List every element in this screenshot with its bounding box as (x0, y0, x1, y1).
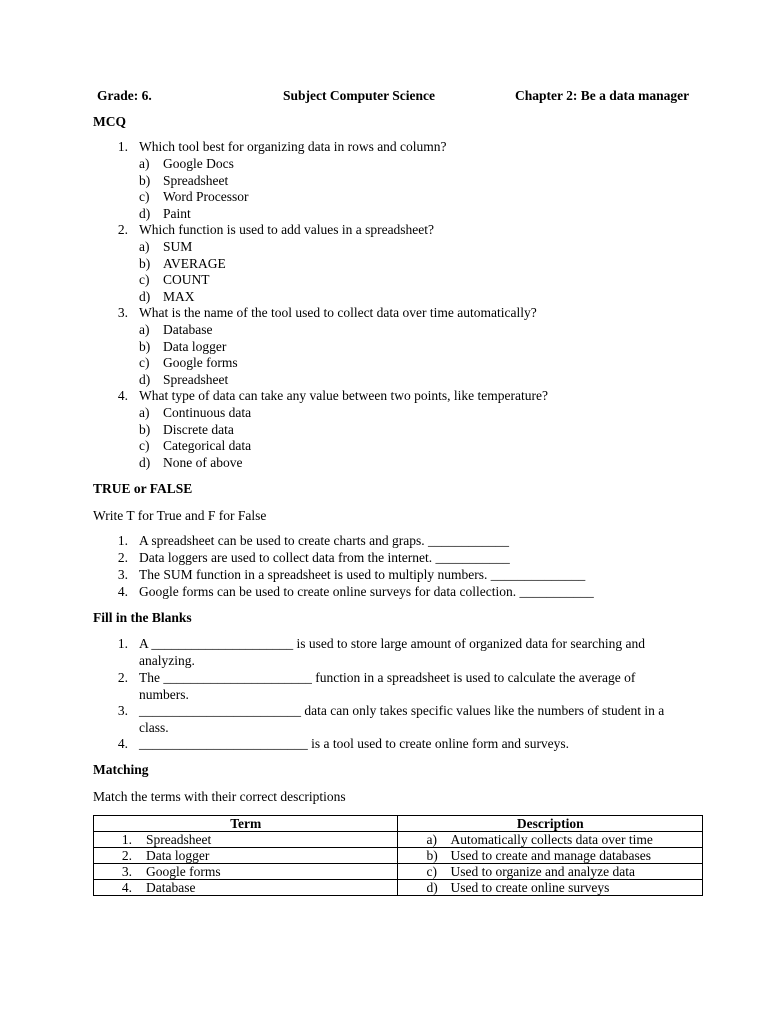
mcq-option (0, 289, 768, 306)
mcq-question (0, 139, 768, 156)
option-letter: b) (139, 338, 151, 354)
mcq-heading: MCQ (93, 114, 126, 129)
item-number: 1. (117, 533, 128, 548)
option-letter: d) (139, 205, 151, 221)
mcq-option (0, 256, 768, 273)
question-text: Which tool best for organizing data in rows and column? (139, 139, 447, 154)
matching-table (93, 815, 703, 896)
mcq-option (0, 239, 768, 256)
fill-blanks-heading: Fill in the Blanks (93, 610, 192, 625)
option-letter: a) (139, 156, 150, 171)
true-false-heading: TRUE or FALSE (93, 481, 193, 496)
description-text: Used to create online surveys (450, 880, 610, 895)
option-text: COUNT (163, 272, 210, 287)
option-text: None of above (163, 454, 243, 470)
term-number: 4. (121, 880, 132, 895)
item-text-line2: numbers. (139, 686, 189, 702)
item-text-line2: analyzing. (139, 653, 195, 668)
option-text: Paint (163, 205, 191, 221)
option-text: AVERAGE (163, 255, 226, 271)
option-letter: a) (139, 405, 150, 420)
item-text: A spreadsheet can be used to create charts and graps. ____________ (139, 533, 510, 548)
option-letter: b) (139, 255, 151, 271)
option-text: Data logger (163, 338, 227, 354)
grade-label: Grade: 6. (97, 88, 152, 103)
true-false-item (0, 584, 768, 601)
true-false-item (0, 567, 768, 584)
option-letter: d) (139, 288, 151, 304)
item-text-line2: class. (139, 719, 169, 735)
table-header-row (94, 816, 703, 832)
term-text: Database (146, 880, 196, 895)
table-row (94, 880, 703, 896)
mcq-question (0, 388, 768, 405)
option-letter: b) (139, 421, 151, 437)
option-text: MAX (163, 288, 195, 304)
mcq-option (0, 355, 768, 372)
mcq-option (0, 322, 768, 339)
mcq-option (0, 206, 768, 223)
description-text: Used to create and manage databases (450, 848, 651, 863)
table-row (94, 832, 703, 848)
description-letter: b) (426, 848, 438, 863)
item-text: The SUM function in a spreadsheet is used to multiply numbers. ______________ (139, 567, 586, 582)
description-column-header: Description (398, 816, 703, 832)
item-text-line1: A _____________________ is used to store large amount of organized data for searching and (139, 636, 646, 651)
term-number: 2. (121, 848, 132, 863)
table-row (94, 848, 703, 864)
option-text: Google Docs (163, 156, 234, 171)
question-text: What type of data can take any value between two points, like temperature? (139, 388, 548, 403)
option-letter: d) (139, 454, 151, 470)
mcq-option (0, 272, 768, 289)
term-number: 1. (121, 832, 132, 847)
term-text: Data logger (146, 848, 210, 863)
option-text: Database (163, 322, 213, 337)
mcq-option (0, 438, 768, 455)
question-text: What is the name of the tool used to collect data over time automatically? (139, 305, 537, 320)
mcq-option (0, 455, 768, 472)
option-letter: a) (139, 239, 150, 254)
description-letter: a) (426, 832, 437, 847)
option-text: Categorical data (163, 438, 252, 453)
subject-label: Subject Computer Science (283, 88, 435, 103)
item-number: 2. (117, 550, 128, 565)
mcq-option (0, 405, 768, 422)
term-number: 3. (121, 864, 132, 879)
description-letter: c) (426, 864, 437, 879)
description-text: Used to organize and analyze data (450, 864, 635, 879)
mcq-option (0, 339, 768, 356)
true-false-item (0, 533, 768, 550)
item-number: 3. (117, 703, 128, 718)
item-number: 2. (117, 669, 128, 685)
item-number: 4. (117, 584, 128, 599)
term-column-header: Term (94, 816, 398, 832)
option-text: Discrete data (163, 421, 234, 437)
question-number: 1. (117, 139, 128, 154)
chapter-label: Chapter 2: Be a data manager (515, 88, 690, 103)
question-text: Which function is used to add values in a spreadsheet? (139, 222, 435, 237)
option-letter: c) (139, 189, 150, 204)
matching-instruction: Match the terms with their correct descriptions (93, 789, 346, 804)
item-text-line1: _________________________ is a tool used to create online form and surveys. (139, 736, 570, 751)
term-text: Spreadsheet (146, 832, 212, 847)
option-letter: c) (139, 355, 150, 370)
matching-heading: Matching (93, 762, 149, 777)
mcq-option (0, 156, 768, 173)
option-letter: b) (139, 172, 151, 188)
item-number: 4. (117, 736, 128, 751)
option-text: Google forms (163, 355, 238, 370)
item-text-line1: ________________________ data can only takes specific values like the numbers of student in a (139, 703, 665, 718)
question-number: 2. (117, 222, 128, 237)
mcq-question (0, 222, 768, 239)
table-row (94, 864, 703, 880)
true-false-item (0, 550, 768, 567)
item-number: 3. (117, 567, 128, 582)
mcq-option (0, 189, 768, 206)
item-text: Google forms can be used to create online surveys for data collection. ___________ (139, 584, 594, 599)
description-letter: d) (426, 880, 438, 895)
option-text: Word Processor (163, 189, 249, 204)
option-letter: a) (139, 322, 150, 337)
option-text: SUM (163, 239, 193, 254)
option-letter: c) (139, 272, 150, 287)
item-text-line1: The ______________________ function in a spreadsheet is used to calculate the average of (139, 669, 636, 685)
option-letter: c) (139, 438, 150, 453)
question-number: 3. (117, 305, 128, 320)
option-text: Spreadsheet (163, 172, 229, 188)
mcq-option (0, 372, 768, 389)
mcq-option (0, 422, 768, 439)
item-text: Data loggers are used to collect data from the internet. ___________ (139, 550, 510, 565)
mcq-option (0, 173, 768, 190)
description-text: Automatically collects data over time (450, 832, 653, 847)
question-number: 4. (117, 388, 128, 403)
term-text: Google forms (146, 864, 221, 879)
true-false-instruction: Write T for True and F for False (93, 508, 267, 523)
option-text: Spreadsheet (163, 371, 229, 387)
mcq-question (0, 305, 768, 322)
item-number: 1. (117, 636, 128, 651)
option-letter: d) (139, 371, 151, 387)
option-text: Continuous data (163, 405, 252, 420)
